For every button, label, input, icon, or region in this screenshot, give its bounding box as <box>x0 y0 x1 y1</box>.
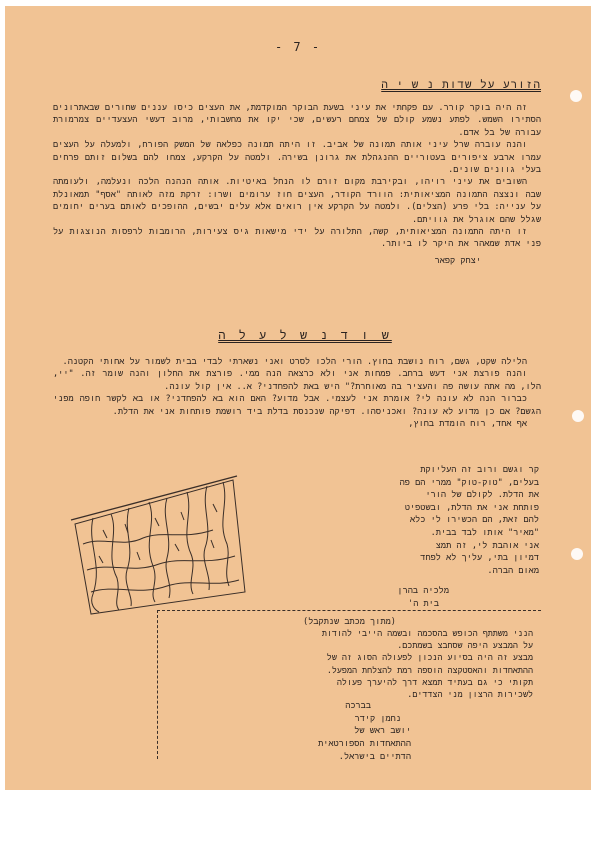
paragraph: הלילה שקט, גשם, רוח נושבת בחוץ. הורי הלכו לסרט ואני נשארתי לבדי בבית לשמור על אחותי הקטנה. <box>62 357 527 367</box>
paragraph: והנה עוברה שרל עיני אותה תמונה של אביב. זו היתה תמונה כפלאה של המשק הפורח, ולמעלה על העצים עמרו ארבע ציפורים בעטוריים ההנגהלת את גרונן בשירה. ולמטה על הקרקע, צמחו להם בשלום זותם פרחים בעלי גוונים שונים. <box>53 140 541 176</box>
paragraph: השובים את עיני רויהו, ובקירבת מקום זורם לו הנחל באיטיות. אותה הנהנה הלכה ונעלמה, ולעומתה שבה ונצצה התמונה המציאותית: הוורד הקודר, העצים חוז ערומים ושרו: זרקת מזה לאותה "אסף" תמאונלת על ענייה: בלי פרע (הצלים). ולמטה על הקרקע אין רואים אלא עלים יבשים, ההופכים לאותם בערים יחומים שגלל שהם אוגרל את גוויתם. <box>53 177 541 225</box>
letter-signer-line: ההתאחדות הספורטאית <box>318 739 411 749</box>
author-signature: יצחק קפאר <box>434 255 481 266</box>
letter-signer-line: יושב ראש של <box>354 726 411 737</box>
letter-line: הנני משתתף הכופש בהסכמה ובשמה הייבי להודות <box>321 628 533 638</box>
poem-line: פותחת אני את הדלת, ובשטפיט <box>404 502 539 513</box>
article-two-heading: ש ו ד נ ש ל ע ל ה <box>218 328 392 342</box>
article-one-heading: הזורע על שדות נ ש י ה <box>381 78 541 91</box>
article-one <box>53 78 541 267</box>
poem-line: קר וגשם ורוב זה העליוקת <box>420 465 539 475</box>
poem-line: אני אוהבת לי, זה תמצ <box>435 540 539 551</box>
page-number: - 7 - <box>274 40 322 54</box>
letter-title: (מתוך מכתב שנתקבל) <box>303 617 396 627</box>
signature-line: מלכיה בהרן <box>397 586 449 597</box>
paragraph: כברור הנה לא עונה לי? אומרת אני לעצמי. אבל מדוע? האם הוא בא להפחדני? או בא לקשר חופה מפני הגשם? אם כן מדוע לא עונה? ואכניסהו. דפיקה שנכנסת בדלת ביד רושמת פותחות אני את הדלת. <box>53 394 541 417</box>
letter-line: תקותי כי גם בעתיד תמצא דרך להיערך פעולה <box>336 676 533 687</box>
poem-block <box>255 464 539 611</box>
signature-line: בית ה' <box>408 598 439 609</box>
punch-hole <box>572 410 584 422</box>
poem-line: להם זאת, הם הכשירו לי כלא <box>409 515 539 526</box>
poem-line: בעלים, "טוק-טוק" ממרי הם פה <box>399 477 539 488</box>
document-page <box>5 6 591 790</box>
poem-line: "מאיר" אותו לבד בבית. <box>430 527 539 538</box>
letter-body <box>158 627 541 700</box>
letter-signer-line: נחמן קידר <box>354 713 401 724</box>
article-two <box>53 356 541 430</box>
paragraph: זו היתה התמונה המציאותית, קשה, התלורה על ידי מישאות גיס צעירות, הרומבות לרפסות הנוצגות על פני אדת שמאהר את היקר לו ביותר. <box>53 227 541 250</box>
paragraph: והנה פורצת אני דעש ברחב. פמחות אני ולא כרצאה הנה ממי. פורצת את החלון והנה שומר זה. "יי, הלו, מה אתה עושה פה והעציר בה מאוחרת?" היש באת להפחדני? א.. אין קול עונה. <box>53 369 541 392</box>
letter-signer-line: הדתיים בישראל. <box>338 751 411 762</box>
poem-line: דמיון בתי, עליך לא לפחד <box>420 553 539 564</box>
letter-line: מבצע זה היה בסיוע הנכון לפעולה הסוג זה של <box>326 652 533 663</box>
paragraph: זה היה בוקר קורר. עם פקחתי את עיני בשעת הבוקר המוקדמת, את העצים כיסו עננים שחורים שבאתרונים הסתירו השמש. לפתע נשמע קולם של צמחם רעשים, שכי יקו את מחשבותי, מרוב דעשי העצעדיים צמרמורת עבורה של בל אדם. <box>53 103 541 138</box>
window-rain-sketch <box>63 474 263 624</box>
letter-line: לשכירות הרצון מני הצדדים. <box>407 689 533 700</box>
paragraph: אף אחד, רוח הומדת בחוץ, <box>408 419 527 430</box>
poem-line: מאום הברה. <box>487 565 539 576</box>
poem-line: את הדלת. לקולם של הורי <box>425 490 539 501</box>
punch-hole <box>570 90 582 102</box>
punch-hole <box>571 548 583 560</box>
letter-line: ההתאחדות והאסטקצה הוספה רמת להצלחת המפעל. <box>326 664 533 675</box>
letter-closing: בברכה <box>345 701 371 712</box>
quoted-letter-box <box>157 610 541 762</box>
letter-line: על המבצע היפה שסחבצ בשמתכם. <box>397 640 533 651</box>
